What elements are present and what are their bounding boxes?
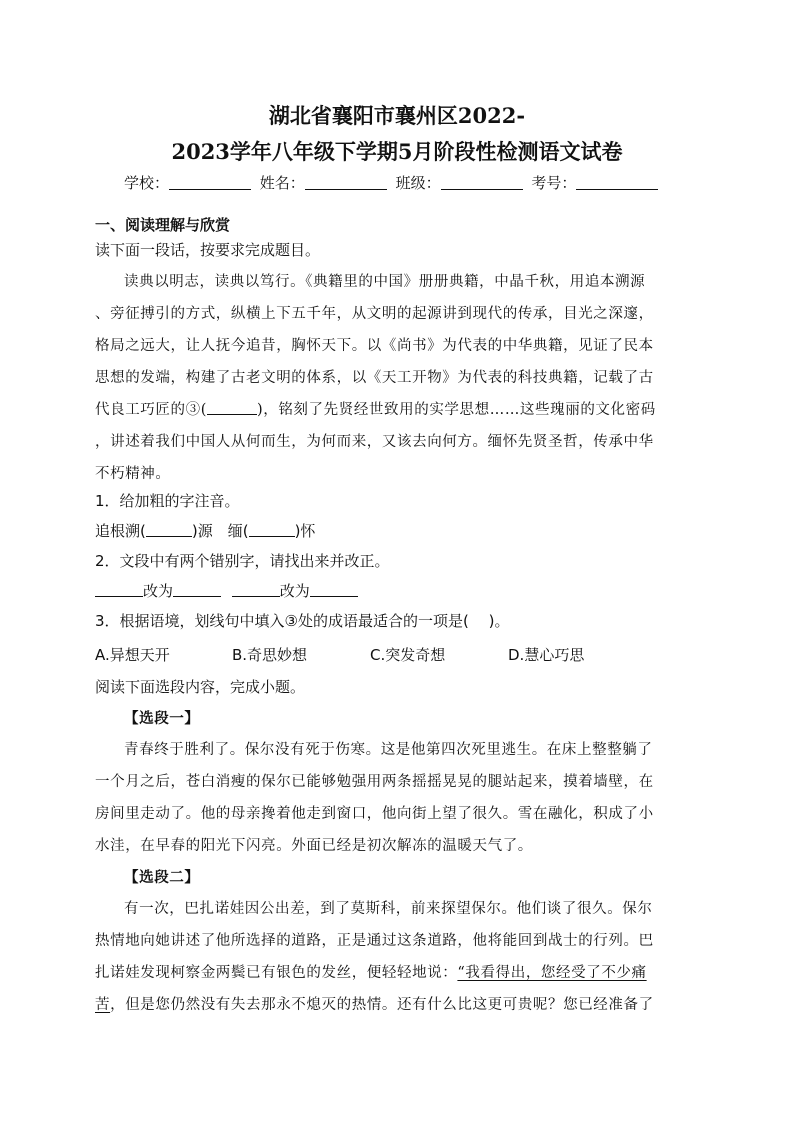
passage-line: 思想的发端，构建了古老文明的体系，以《天工开物》为代表的科技典籍，记载了古 — [95, 370, 654, 386]
section-instruction: 读下面一段话，按要求完成题目。 — [95, 241, 321, 259]
passage-line: ，讲述着我们中国人从何而生，为何而来，又该去向何方。缅怀先贤圣哲，传承中华 — [95, 434, 654, 450]
option-c[interactable]: C.突发奇想 — [370, 646, 446, 664]
q1-text-a: 追根溯( — [95, 522, 146, 540]
passage-line5-end: )，铭刻了先贤经世致用的实学思想……这些瑰丽的文化密码 — [256, 402, 656, 418]
q1-text-c: )怀 — [294, 522, 316, 540]
passage-line: 不朽精神。 — [95, 466, 171, 482]
excerpt-2-line: 热情地向她讲述了他所选择的道路，正是通过这条道路，他将能回到战士的行列。巴 — [95, 933, 654, 949]
question-2-answer-line — [95, 580, 358, 601]
name-field[interactable] — [305, 175, 387, 190]
q2-change-to-2: 改为 — [279, 582, 310, 600]
q2-change-to-1: 改为 — [143, 582, 174, 600]
question-1-answer-line — [95, 520, 315, 541]
q2-wrong-1[interactable] — [95, 583, 143, 597]
excerpt-1-line: 青春终于胜利了。保尔没有死于伤寒。这是他第四次死里逃生。在床上整整躺了 — [124, 742, 653, 758]
class-field[interactable] — [441, 175, 523, 190]
excerpt-1-line: 房间里走动了。他的母亲搀着他走到窗口，他向街上望了很久。雪在融化，积成了小 — [95, 806, 654, 822]
name-label: 姓名： — [259, 174, 305, 192]
q2-right-1[interactable] — [173, 583, 221, 597]
question-3: 3．根据语境，划线句中填入③处的成语最适合的一项是( )。 — [95, 612, 510, 630]
student-info-row — [124, 172, 662, 193]
exam-title-line1: 湖北省襄阳市襄州区2022- — [268, 103, 526, 128]
option-a[interactable]: A.异想天开 — [95, 646, 170, 664]
excerpt-2-line — [95, 961, 647, 982]
q1-text-b: )源 缅( — [191, 522, 249, 540]
q2-wrong-2[interactable] — [232, 583, 280, 597]
excerpt-2-line — [95, 993, 654, 1014]
option-b[interactable]: B.奇思妙想 — [232, 646, 308, 664]
school-field[interactable] — [169, 175, 251, 190]
class-label: 班级： — [395, 174, 441, 192]
school-label: 学校： — [124, 174, 170, 192]
passage-line5-start: 代良工巧匠的③( — [95, 402, 207, 418]
excerpt-1-line: 一个月之后，苍白消瘦的保尔已能够勉强用两条摇摇晃晃的腿站起来，摸着墙壁，在 — [95, 774, 654, 790]
excerpt-2-label: 【选段二】 — [124, 870, 200, 886]
idiom-blank[interactable] — [207, 401, 257, 415]
excerpt-2-line4-rest: ，但是您仍然没有失去那永不熄灭的热情。还有什么比这更可贵呢？您已经准备了 — [110, 997, 654, 1013]
q1-blank-1[interactable] — [146, 523, 192, 537]
instruction-2: 阅读下面选段内容，完成小题。 — [95, 678, 306, 696]
option-d[interactable]: D.慧心巧思 — [508, 646, 585, 664]
excerpt-2-line: 有一次，巴扎诺娃因公出差，到了莫斯科，前来探望保尔。他们谈了很久。保尔 — [124, 901, 653, 917]
passage-line-with-blank — [95, 398, 656, 419]
passage-line: 格局之远大，让人抚今追昔，胸怀天下。以《尚书》为代表的中华典籍，见证了民本 — [95, 338, 654, 354]
exam-number-label: 考号： — [531, 174, 577, 192]
exam-number-field[interactable] — [576, 175, 658, 190]
passage-line: 、旁征搏引的方式，纵横上下五千年，从文明的起源讲到现代的传承，目光之深邃， — [95, 306, 654, 322]
excerpt-1-line: 水洼，在早春的阳光下闪亮。外面已经是初次解冻的温暖天气了。 — [95, 838, 533, 854]
excerpt-2-line3-start: 扎诺娃发现柯察金两鬓已有银色的发丝，便轻轻地说： — [95, 965, 458, 981]
passage-line: 读典以明志，读典以笃行。《典籍里的中国》册册典籍，中晶千秋，用追本溯源 — [124, 274, 646, 290]
q1-blank-2[interactable] — [249, 523, 295, 537]
excerpt-1-label: 【选段一】 — [124, 711, 200, 727]
q2-right-2[interactable] — [310, 583, 358, 597]
underlined-sentence-part1: “我看得出，您经受了不少痛 — [457, 965, 647, 981]
exam-title-line2: 2023学年八年级下学期5月阶段性检测语文试卷 — [171, 139, 623, 164]
section-heading: 一、阅读理解与欣赏 — [95, 216, 231, 234]
underlined-sentence-part2: 苦 — [95, 997, 111, 1013]
question-2: 2．文段中有两个错别字，请找出来并改正。 — [95, 552, 390, 570]
question-1: 1．给加粗的字注音。 — [95, 492, 240, 510]
